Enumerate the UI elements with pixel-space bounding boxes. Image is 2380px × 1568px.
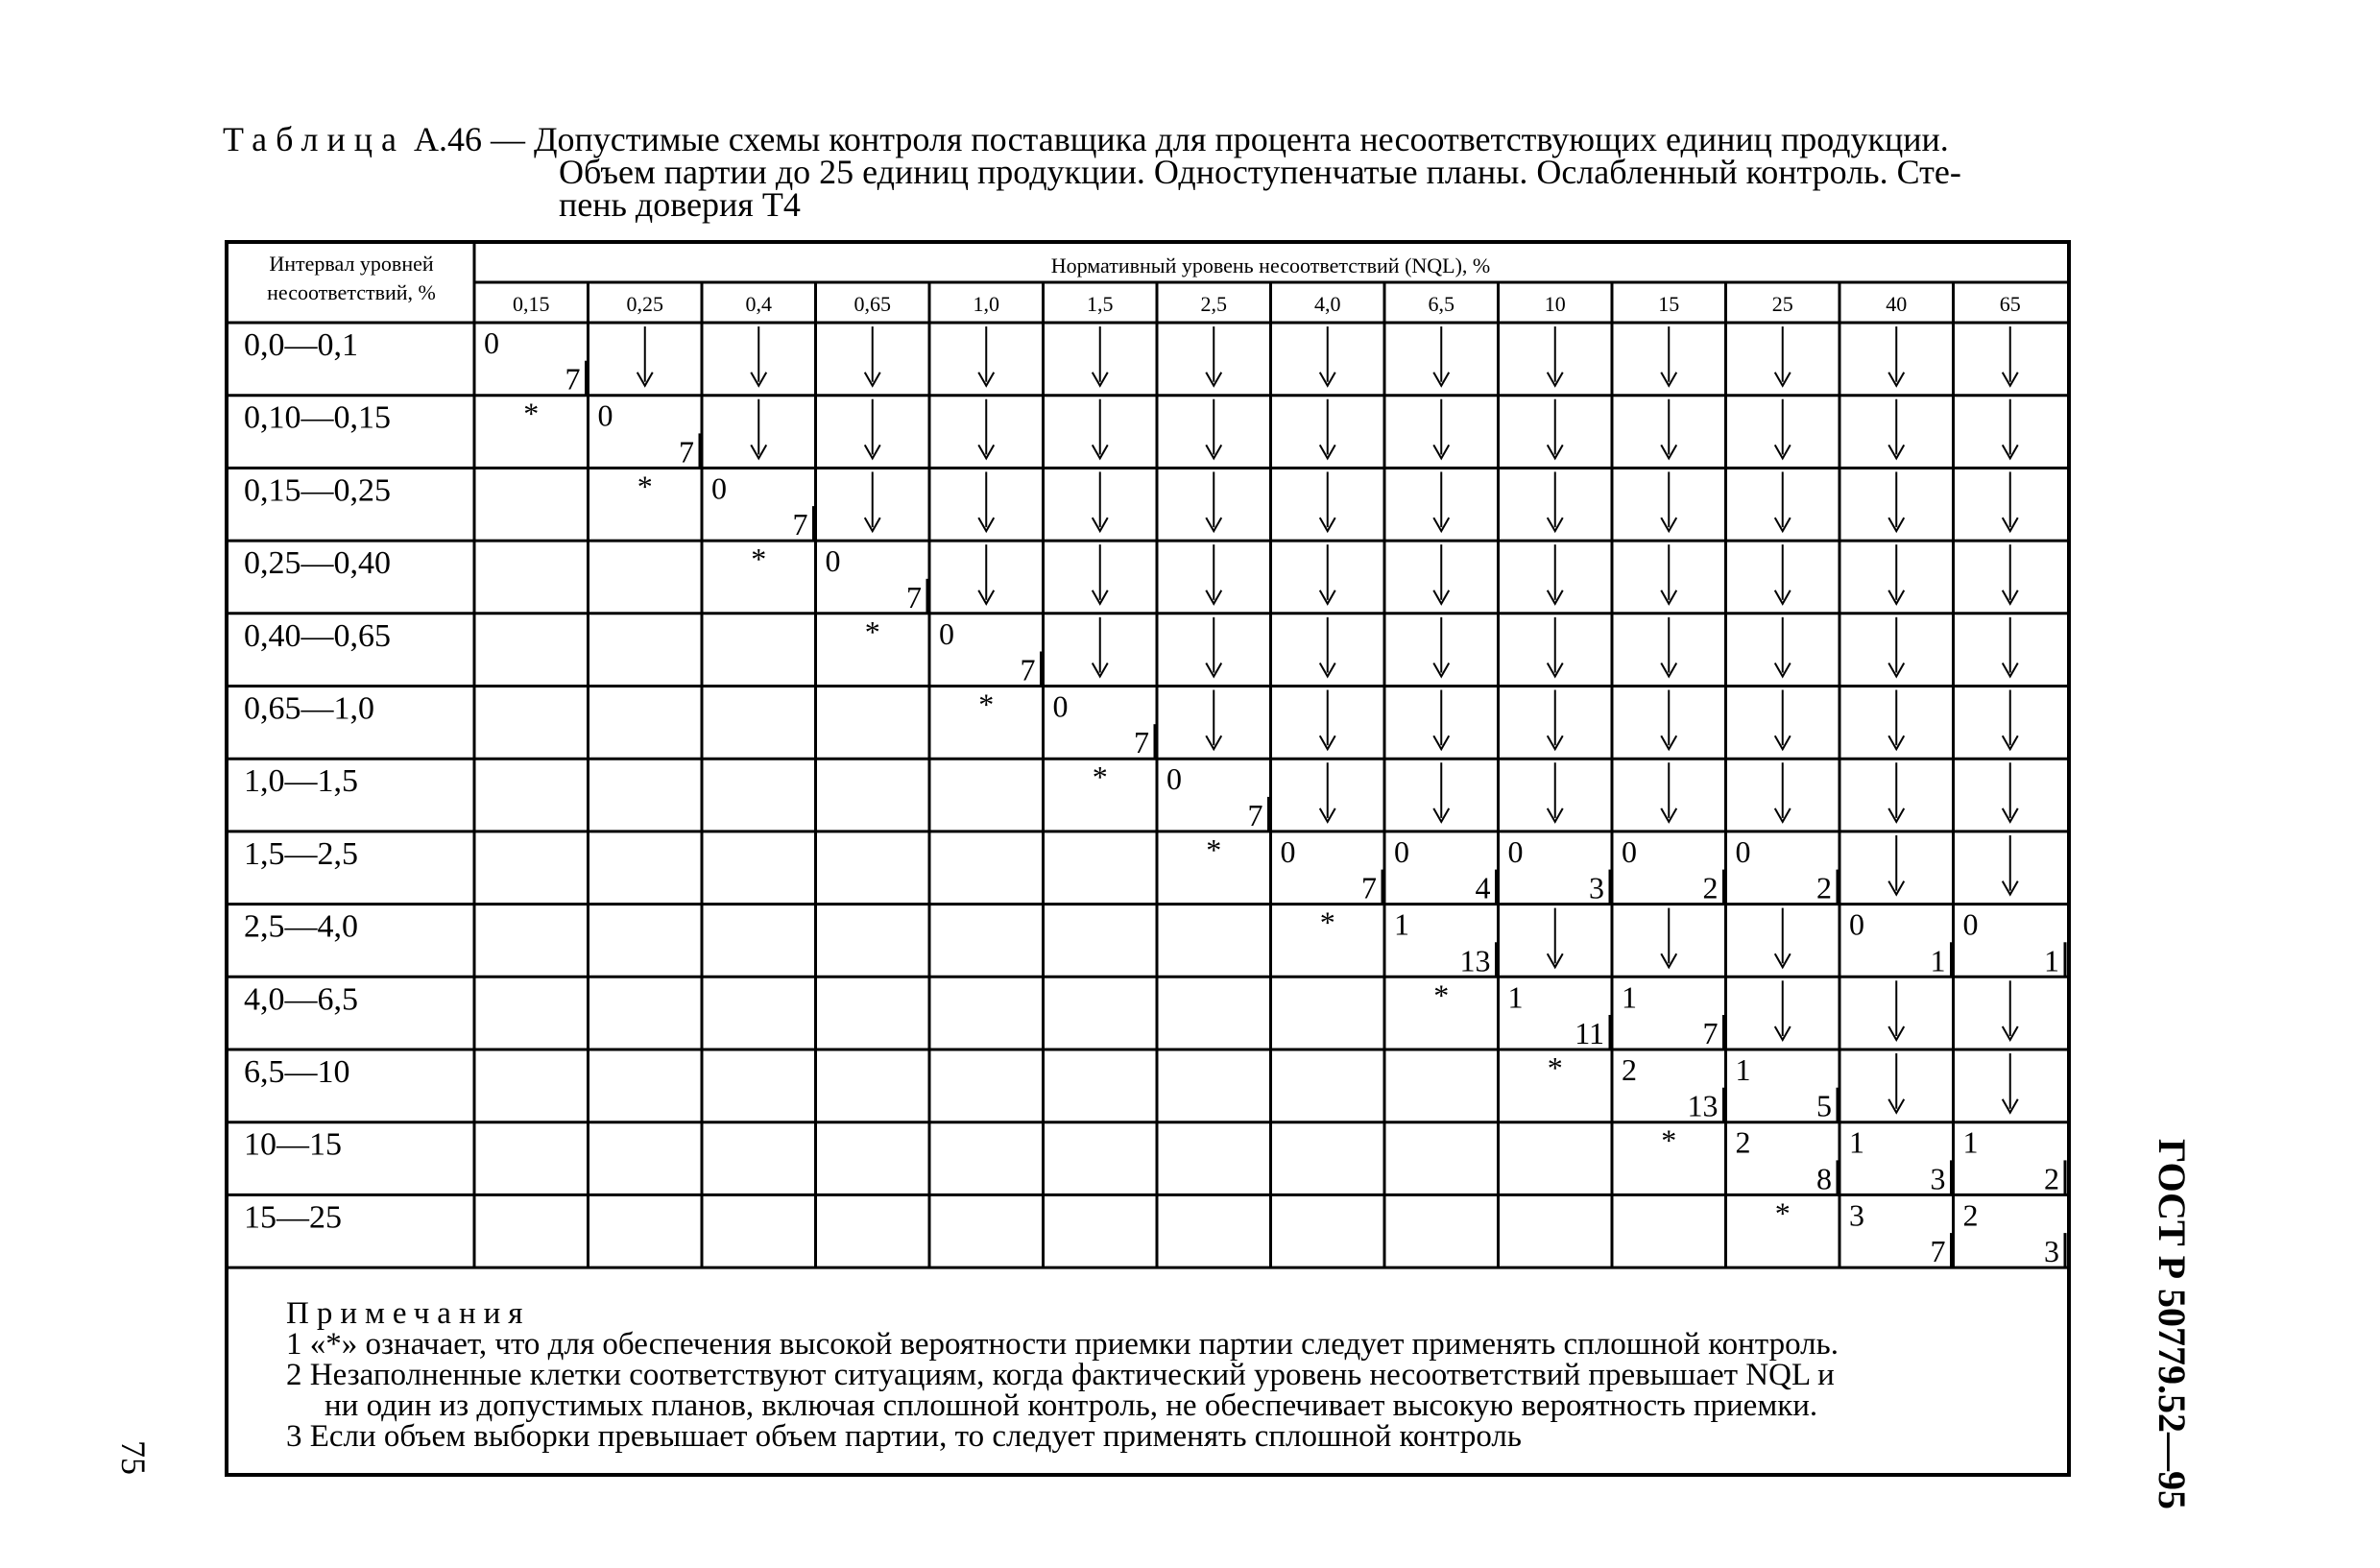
- sample-size: 7: [1134, 725, 1149, 760]
- asterisk-mark: *: [864, 614, 880, 649]
- row-interval-label: 0,10—0,15: [244, 399, 391, 436]
- sample-size: 7: [1361, 870, 1377, 905]
- acceptance-number: 0: [1849, 906, 1864, 942]
- row-interval-label: 0,0—0,1: [244, 327, 358, 363]
- row-interval-label: 0,40—0,65: [244, 617, 391, 654]
- asterisk-mark: *: [1319, 905, 1335, 940]
- caption-text-1: А.46 — Допустимые схемы контроля поставщика для процента несоответствующих единиц продукции.: [413, 120, 1949, 158]
- table-grid: [228, 244, 2067, 1473]
- sample-size: 7: [565, 361, 581, 397]
- acceptance-number: 3: [1849, 1197, 1864, 1233]
- notes-title: Примечания: [286, 1296, 531, 1331]
- sample-size: 3: [1589, 870, 1604, 905]
- acceptance-number: 0: [484, 326, 499, 360]
- note-3: 3 Если объем выборки превышает объем партии, то следует применять сплошной контроль: [286, 1419, 1522, 1454]
- sample-size: 13: [1459, 943, 1491, 978]
- caption-text-2: Объем партии до 25 единиц продукции. Одноступенчатые планы. Ослабленный контроль. Сте-: [559, 153, 1961, 191]
- acceptance-number: 1: [1849, 1124, 1864, 1160]
- notes-block: [286, 1298, 2072, 1452]
- asterisk-mark: *: [637, 469, 653, 504]
- nql-column-header: 25: [1771, 292, 1793, 316]
- sample-size: 1: [2044, 943, 2059, 978]
- document-side-title: ГОСТ Р 50779.52—95: [2151, 1139, 2194, 1510]
- page-number: 75: [114, 1440, 153, 1475]
- sample-size: 8: [1816, 1161, 1832, 1196]
- nql-column-header: 10: [1544, 292, 1566, 316]
- sample-size: 4: [1475, 870, 1491, 905]
- asterisk-mark: *: [1774, 1195, 1791, 1231]
- acceptance-number: 0: [1166, 761, 1182, 797]
- table-caption: [223, 120, 2095, 224]
- acceptance-number: 2: [1962, 1197, 1979, 1233]
- row-interval-label: 4,0—6,5: [244, 981, 358, 1018]
- acceptance-number: 2: [1622, 1052, 1637, 1087]
- nql-column-header: 6,5: [1428, 292, 1454, 316]
- sample-size: 11: [1575, 1016, 1604, 1050]
- row-interval-label: 1,5—2,5: [244, 835, 358, 872]
- acceptance-number: 0: [1280, 833, 1296, 869]
- sample-size: 3: [2044, 1234, 2059, 1269]
- nql-column-header: 1,5: [1087, 292, 1114, 316]
- row-interval-label: 0,15—0,25: [244, 472, 391, 509]
- nql-column-header: 0,25: [626, 292, 663, 316]
- acceptance-number: 1: [1394, 906, 1409, 942]
- sample-size: 3: [1930, 1161, 1946, 1196]
- acceptance-number: 1: [1735, 1052, 1751, 1087]
- asterisk-mark: *: [1661, 1122, 1677, 1158]
- sample-size: 7: [1702, 1016, 1719, 1050]
- nql-column-header: 0,15: [513, 292, 550, 316]
- row-interval-label: 2,5—4,0: [244, 908, 358, 945]
- note-2a: 2 Незаполненные клетки соответствуют ситуациям, когда фактический уровень несоответствий превышает NQL и: [286, 1358, 1835, 1392]
- nql-column-header: 65: [1999, 292, 2021, 316]
- asterisk-mark: *: [1206, 832, 1222, 867]
- acceptance-number: 0: [1735, 833, 1751, 869]
- sample-size: 7: [906, 579, 922, 615]
- nql-column-header: 0,65: [853, 292, 891, 316]
- nql-column-header: 40: [1886, 292, 1908, 316]
- asterisk-mark: *: [1433, 977, 1450, 1013]
- acceptance-number: 0: [825, 543, 841, 579]
- acceptance-number: 0: [1962, 906, 1979, 942]
- sample-size: 7: [1930, 1234, 1946, 1269]
- acceptance-number: 0: [1507, 833, 1524, 869]
- sample-size: 7: [1247, 797, 1263, 832]
- row-header-title-line1: Интервал уровней: [269, 252, 434, 276]
- acceptance-number: 0: [597, 398, 613, 433]
- row-interval-label: 6,5—10: [244, 1054, 350, 1090]
- acceptance-number: 0: [1622, 833, 1637, 869]
- acceptance-number: 0: [1394, 833, 1409, 869]
- acceptance-number: 1: [1962, 1124, 1979, 1160]
- nql-column-header: 4,0: [1314, 292, 1341, 316]
- nql-column-header: 1,0: [973, 292, 999, 316]
- row-interval-label: 0,65—1,0: [244, 690, 374, 727]
- nql-column-header: 0,4: [745, 292, 772, 316]
- row-interval-label: 10—15: [244, 1126, 342, 1163]
- asterisk-mark: *: [1092, 760, 1108, 795]
- sample-size: 2: [1816, 870, 1832, 905]
- asterisk-mark: *: [751, 542, 767, 577]
- acceptance-number: 0: [711, 470, 727, 506]
- sample-size: 13: [1687, 1088, 1719, 1123]
- acceptance-number: 1: [1507, 979, 1524, 1015]
- note-1: 1 «*» означает, что для обеспечения высокой вероятности приемки партии следует применять сплошной контроль.: [286, 1327, 1839, 1362]
- asterisk-mark: *: [523, 396, 540, 431]
- sample-size: 1: [1930, 943, 1946, 978]
- col-group-title: Нормативный уровень несоответствий (NQL), %: [1050, 253, 1491, 277]
- sample-size: 2: [1702, 870, 1719, 905]
- nql-column-header: 2,5: [1200, 292, 1227, 316]
- acceptance-number: 0: [939, 615, 954, 651]
- row-interval-label: 1,0—1,5: [244, 763, 358, 800]
- note-2b: ни один из допустимых планов, включая сплошной контроль, не обеспечивает высокую вероятность приемки.: [325, 1388, 1818, 1423]
- sample-size: 2: [2044, 1161, 2059, 1196]
- asterisk-mark: *: [978, 687, 995, 722]
- acceptance-number: 0: [1052, 688, 1069, 724]
- acceptance-number: 1: [1622, 979, 1637, 1015]
- row-header-title-line2: несоответствий, %: [267, 280, 436, 304]
- sample-size: 7: [679, 434, 694, 470]
- asterisk-mark: *: [1547, 1050, 1563, 1085]
- row-interval-label: 15—25: [244, 1199, 342, 1236]
- acceptance-number: 2: [1735, 1124, 1751, 1160]
- caption-text-3: пень доверия Т4: [559, 185, 801, 224]
- caption-lead: Таблица: [223, 120, 405, 158]
- sample-size: 7: [792, 507, 808, 543]
- sample-size: 7: [1020, 652, 1036, 688]
- nql-column-header: 15: [1658, 292, 1680, 316]
- table-frame: [225, 240, 2071, 1477]
- sample-size: 5: [1816, 1088, 1832, 1123]
- row-interval-label: 0,25—0,40: [244, 545, 391, 582]
